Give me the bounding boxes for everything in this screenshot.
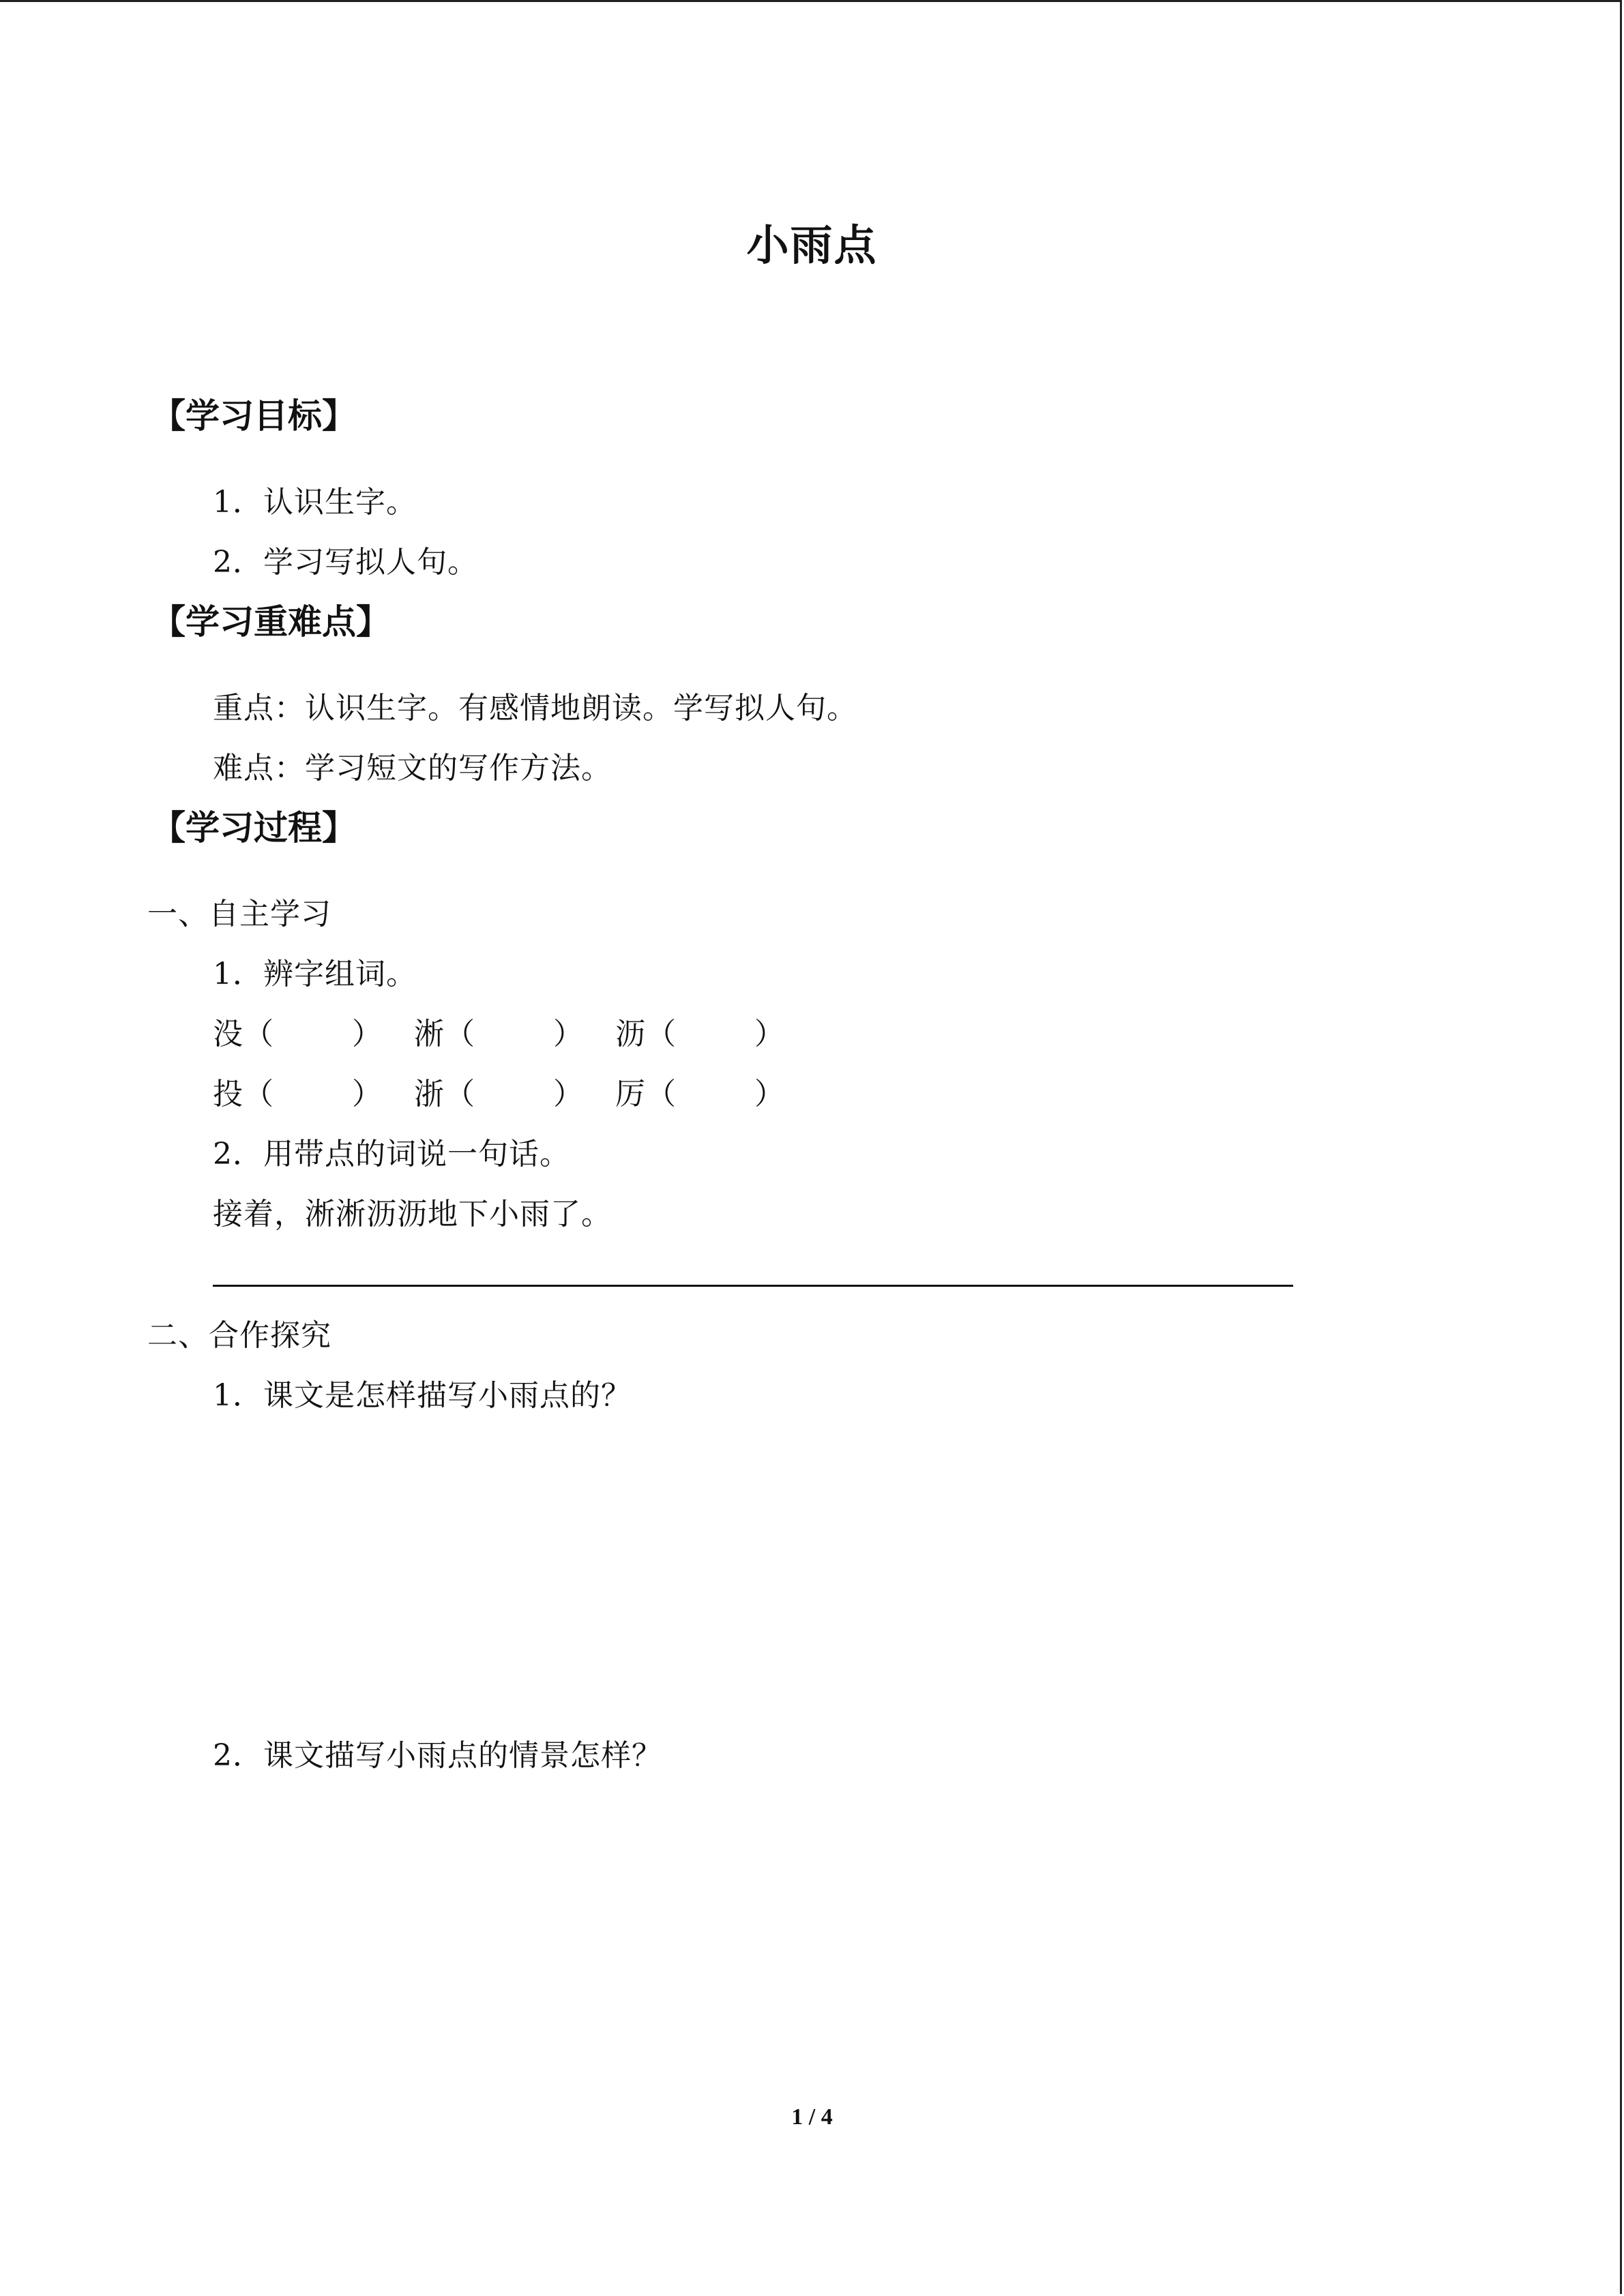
word-group-row-1: 没（ ） 淅（ ） 沥（ ） [213, 1009, 785, 1053]
difficulty-text: 难点：学习短文的写作方法。 [213, 751, 612, 786]
part1-title: 一、自主学习 [147, 897, 331, 931]
word-char: 投 [213, 1077, 243, 1112]
objective-item-2: 2．学习写拟人句。 [213, 545, 478, 580]
key-points-heading: 【学习重难点】 [151, 602, 390, 642]
part2-title: 二、合作探究 [147, 1318, 331, 1353]
page-number: 1 / 4 [791, 2104, 833, 2130]
answer-line[interactable] [213, 1285, 1293, 1287]
word-char: 浙 [414, 1077, 445, 1112]
word-group-row-2: 投（ ） 浙（ ） 厉（ ） [213, 1069, 785, 1113]
objectives-heading: 【学习目标】 [151, 396, 356, 436]
part1-question-1: 1．辨字组词。 [213, 957, 417, 992]
word-char: 沥 [615, 1017, 646, 1052]
part2-question-2: 2．课文描写小雨点的情景怎样？ [213, 1738, 662, 1773]
part1-question-2: 2．用带点的词说一句话。 [213, 1137, 570, 1172]
example-sentence: 接着，淅淅沥沥地下小雨了。 [213, 1197, 612, 1232]
objective-item-1: 1．认识生字。 [213, 485, 417, 520]
word-char: 厉 [615, 1077, 646, 1112]
word-char: 没 [213, 1017, 243, 1052]
focus-text: 重点：认识生字。有感情地朗读。学写拟人句。 [213, 691, 857, 726]
page-title: 小雨点 [746, 220, 878, 270]
word-char: 淅 [414, 1017, 445, 1052]
part2-question-1: 1．课文是怎样描写小雨点的？ [213, 1378, 632, 1413]
process-heading: 【学习过程】 [151, 808, 356, 848]
